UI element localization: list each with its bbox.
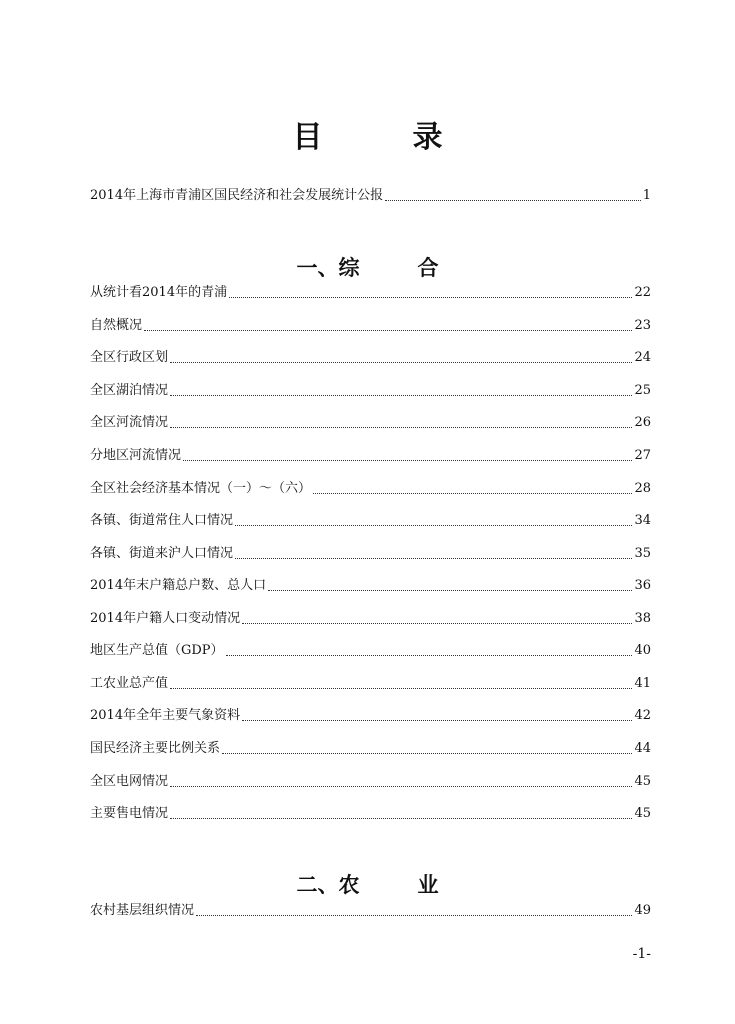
toc-leader-dots [170, 817, 632, 819]
toc-entry[interactable] [90, 706, 651, 726]
toc-entry[interactable] [90, 316, 651, 336]
toc-entry[interactable] [90, 804, 651, 824]
toc-entry-title: 全区行政区划 [90, 350, 169, 365]
toc-entry-title: 2014年户籍人口变动情况 [90, 611, 241, 626]
toc-entry-title: 工农业总产值 [90, 676, 169, 691]
toc-leader-dots [170, 394, 632, 396]
toc-entry[interactable] [90, 576, 651, 596]
section-prefix: 一、 [296, 255, 339, 280]
toc-entry-page: 1 [642, 188, 651, 203]
toc-entry-page: 42 [634, 708, 651, 723]
toc-entry-page: 41 [634, 676, 651, 691]
toc-entry-page: 45 [634, 806, 651, 821]
section-prefix: 二、 [296, 872, 339, 897]
toc-leader-dots [268, 589, 632, 591]
toc-entry[interactable] [90, 544, 651, 564]
toc-leader-dots [235, 524, 632, 526]
toc-entry[interactable] [90, 641, 651, 661]
toc-entry-title: 全区湖泊情况 [90, 383, 169, 398]
toc-leader-dots [313, 492, 632, 494]
section-char-2: 业 [417, 872, 439, 897]
page-title [0, 112, 735, 156]
toc-entry-title: 自然概况 [90, 318, 143, 333]
toc-leader-dots [235, 557, 632, 559]
page-number: -1- [632, 946, 651, 962]
toc-leader-dots [170, 785, 632, 787]
toc-entry[interactable] [90, 348, 651, 368]
toc-entry[interactable] [90, 381, 651, 401]
toc-leader-dots [144, 329, 632, 331]
toc-entry-page: 24 [634, 350, 651, 365]
toc-entry-title: 国民经济主要比例关系 [90, 741, 221, 756]
toc-entry-page: 40 [634, 643, 651, 658]
toc-entry[interactable] [90, 901, 651, 921]
section-title-1 [0, 252, 735, 282]
toc-entry-title: 地区生产总值（GDP） [90, 643, 224, 658]
toc-entry-title: 2014年上海市青浦区国民经济和社会发展统计公报 [90, 188, 384, 203]
toc-entry-title: 全区社会经济基本情况（一）～（六） [90, 481, 312, 496]
toc-entry-page: 35 [634, 546, 651, 561]
toc-leader-dots [183, 459, 632, 461]
toc-entry-title: 主要售电情况 [90, 806, 169, 821]
toc-leader-dots [170, 687, 632, 689]
toc-leader-dots [170, 361, 632, 363]
toc-entry[interactable] [90, 479, 651, 499]
page-title-char-1: 目 [292, 120, 323, 155]
toc-entry[interactable] [90, 446, 651, 466]
toc-entry-page: 27 [634, 448, 651, 463]
toc-leader-dots [385, 199, 641, 201]
section-char-2: 合 [417, 255, 439, 280]
toc-entry-title: 全区河流情况 [90, 415, 169, 430]
toc-entry[interactable] [90, 739, 651, 759]
toc-entry-intro[interactable] [90, 186, 651, 206]
section-title-2 [0, 869, 735, 899]
toc-entry[interactable] [90, 413, 651, 433]
toc-leader-dots [242, 719, 632, 721]
toc-entry-title: 从统计看2014年的青浦 [90, 285, 228, 300]
page-title-char-2: 录 [412, 120, 443, 155]
toc-leader-dots [242, 622, 632, 624]
toc-entry[interactable] [90, 283, 651, 303]
section-char-1: 综 [338, 255, 360, 280]
toc-leader-dots [226, 654, 633, 656]
toc-entry-page: 44 [634, 741, 651, 756]
section-char-1: 农 [338, 872, 360, 897]
toc-entry-page: 25 [634, 383, 651, 398]
toc-entry-title: 2014年全年主要气象资料 [90, 708, 241, 723]
toc-entry-page: 38 [634, 611, 651, 626]
toc-leader-dots [222, 752, 632, 754]
toc-leader-dots [170, 426, 632, 428]
toc-entry-page: 49 [634, 903, 651, 918]
toc-leader-dots [229, 296, 632, 298]
toc-entry-title: 农村基层组织情况 [90, 903, 195, 918]
toc-entry-page: 22 [634, 285, 651, 300]
toc-entry-page: 28 [634, 481, 651, 496]
toc-entry-title: 全区电网情况 [90, 774, 169, 789]
toc-entry-title: 分地区河流情况 [90, 448, 182, 463]
toc-entry[interactable] [90, 674, 651, 694]
toc-entry-page: 45 [634, 774, 651, 789]
toc-entry-title: 各镇、街道常住人口情况 [90, 513, 234, 528]
toc-entry-title: 各镇、街道来沪人口情况 [90, 546, 234, 561]
toc-entry-page: 26 [634, 415, 651, 430]
toc-entry-title: 2014年末户籍总户数、总人口 [90, 578, 267, 593]
toc-entry-page: 36 [634, 578, 651, 593]
toc-entry-page: 23 [634, 318, 651, 333]
toc-leader-dots [196, 914, 632, 916]
toc-entry[interactable] [90, 511, 651, 531]
toc-entry[interactable] [90, 772, 651, 792]
toc-entry[interactable] [90, 609, 651, 629]
toc-entry-page: 34 [634, 513, 651, 528]
